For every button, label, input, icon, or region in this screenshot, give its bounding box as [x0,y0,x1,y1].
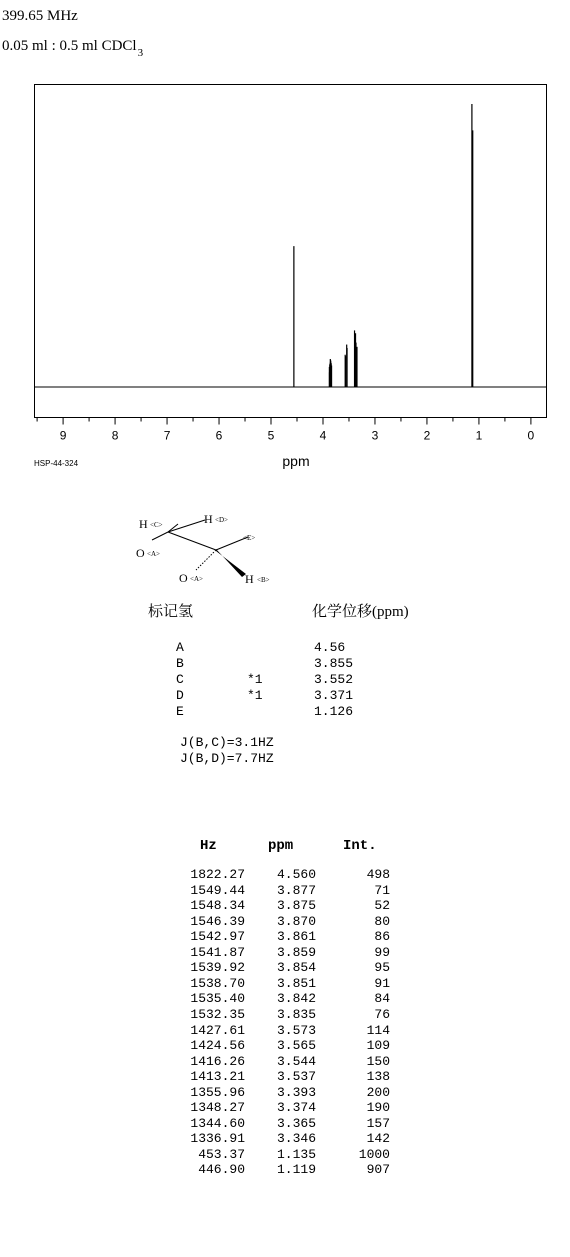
assignment-shift: 3.371 [314,688,354,703]
spectrometer-frequency: 399.65 MHz [2,8,78,24]
assignment-shift: 3.855 [314,656,354,671]
peak-ppm: 3.565 [276,1038,316,1054]
peak-ppm: 3.393 [276,1084,316,1100]
peak-hz: 1538.70 [190,975,245,991]
bond-c1-o [152,532,168,540]
peak-int: 80 [374,913,390,929]
assignment-shift: 4.56 [314,640,346,655]
peak-hz: 1549.44 [190,882,245,898]
peak-ppm: 3.854 [276,960,316,976]
peak-ppm: 1.119 [276,1162,316,1178]
peak-ppm: 3.842 [276,991,316,1007]
peak-int: 200 [366,1084,390,1100]
peak-hz: 1427.61 [190,1022,245,1038]
peak-int: 91 [374,975,390,991]
coupling-constant: J(B,D)=7.7HZ [180,751,274,766]
peak-int: 109 [366,1038,390,1054]
peak-int: 71 [374,882,390,898]
plot-frame [35,85,547,418]
peak-int: 84 [374,991,390,1007]
molecule-structure [136,512,270,586]
x-tick-label: 9 [59,428,67,443]
peak-ppm: 3.877 [276,882,316,898]
peak-int: 142 [366,1131,390,1147]
solvent-subscript: 3 [137,47,144,59]
peak-hz: 1546.39 [190,913,245,929]
peak-hz: 1535.40 [190,991,245,1007]
atom-o: O [136,546,145,560]
peak-hz: 1548.34 [190,898,245,914]
atom-o: O [179,571,188,585]
peak-int: 86 [374,929,390,945]
peak-hz: 446.90 [198,1162,245,1178]
peak-table-header-int: Int. [343,838,377,854]
x-tick-label: 2 [423,428,431,443]
bond-c1-c2 [168,532,216,550]
peak-ppm: 3.851 [276,975,316,991]
assignment-label: D [176,688,184,703]
solvent-text: 0.05 ml : 0.5 ml CDCl [2,38,137,54]
x-tick-label: 5 [267,428,275,443]
x-axis-ticks [37,418,531,425]
atom-h: H [245,572,254,586]
peak-table-header-ppm: ppm [268,838,294,854]
spectrum-code: HSP-44-324 [34,459,79,468]
x-tick-label: 1 [475,428,483,443]
peak-hz: 1416.26 [190,1053,245,1069]
peak-hz: 1541.87 [190,944,245,960]
peak-int: 99 [374,944,390,960]
bond-c1-hd [168,520,205,532]
assignment-header-shift: 化学位移(ppm) [312,604,409,620]
atom-tag: <D> [215,516,228,524]
peak-int: 95 [374,960,390,976]
atom-tag: <A> [190,575,203,583]
peak-hz: 1532.35 [190,1006,245,1022]
x-axis-label: ppm [282,453,310,469]
peak-table-header-hz: Hz [200,838,217,854]
peak-hz: 1822.27 [190,867,245,882]
peak-ppm: 3.875 [276,898,316,914]
peak-ppm: 3.573 [276,1022,316,1038]
peak-int: 76 [374,1006,390,1022]
peak-ppm: 3.859 [276,944,316,960]
peak-ppm: 3.861 [276,929,316,945]
peak-int: 190 [366,1100,390,1116]
atom-tag: <B> [257,576,270,584]
peak-ppm: 3.835 [276,1006,316,1022]
assignment-shift: 3.552 [314,672,354,687]
x-tick-label: 7 [163,428,171,443]
atom-h: H [139,517,148,531]
peak-ppm: 3.544 [276,1053,316,1069]
atom-h: H [204,512,213,526]
x-tick-label: 6 [215,428,223,443]
x-tick-label: 0 [527,428,535,443]
peak-hz: 1542.97 [190,929,245,945]
peak-ppm: 3.870 [276,913,316,929]
peak-ppm: 3.537 [276,1069,316,1085]
peak-hz: 1539.92 [190,960,245,976]
assignment-label: C [176,672,184,687]
bond-c2-o-hashed [196,550,216,570]
x-tick-label: 4 [319,428,327,443]
peak-ppm: 1.135 [276,1146,316,1162]
atom-tag: <A> [147,550,160,558]
assignment-header-label: 标记氢 [148,604,194,620]
peak-int: 150 [366,1053,390,1069]
x-axis-tick-labels [60,429,535,443]
nmr-spectrum-chart [0,0,570,600]
x-tick-label: 3 [371,428,379,443]
peak-int: 52 [374,898,390,914]
assignment-note: *1 [247,688,263,703]
peak-ppm: 4.560 [276,867,316,882]
peak-int: 114 [366,1022,390,1038]
bond-c2-hb-wedge [216,549,246,577]
peak-hz: 1424.56 [190,1038,245,1054]
assignment-label: B [176,656,184,671]
peak-hz: 1348.27 [190,1100,245,1116]
x-tick-label: 8 [111,428,119,443]
peak-ppm: 3.374 [276,1100,316,1116]
atom-tag: <E> [243,534,256,542]
peak-ppm: 3.365 [276,1115,316,1131]
spectrum-peaks [294,104,473,387]
atom-tag: <C> [150,521,163,529]
assignment-shift: 1.126 [314,704,354,719]
peak-int: 1000 [358,1146,390,1162]
peak-ppm: 3.346 [276,1131,316,1147]
assignment-label: A [176,640,184,655]
peak-hz: 1413.21 [190,1069,245,1085]
peak-int: 157 [366,1115,390,1131]
coupling-constant: J(B,C)=3.1HZ [180,735,274,750]
peak-int: 498 [366,867,390,882]
peak-int: 907 [366,1162,390,1178]
peak-hz: 453.37 [198,1146,245,1162]
assignment-label: E [176,704,184,719]
peak-int: 138 [366,1069,390,1085]
peak-hz: 1336.91 [190,1131,245,1147]
peak-hz: 1344.60 [190,1115,245,1131]
assignment-note: *1 [247,672,263,687]
peak-hz: 1355.96 [190,1084,245,1100]
